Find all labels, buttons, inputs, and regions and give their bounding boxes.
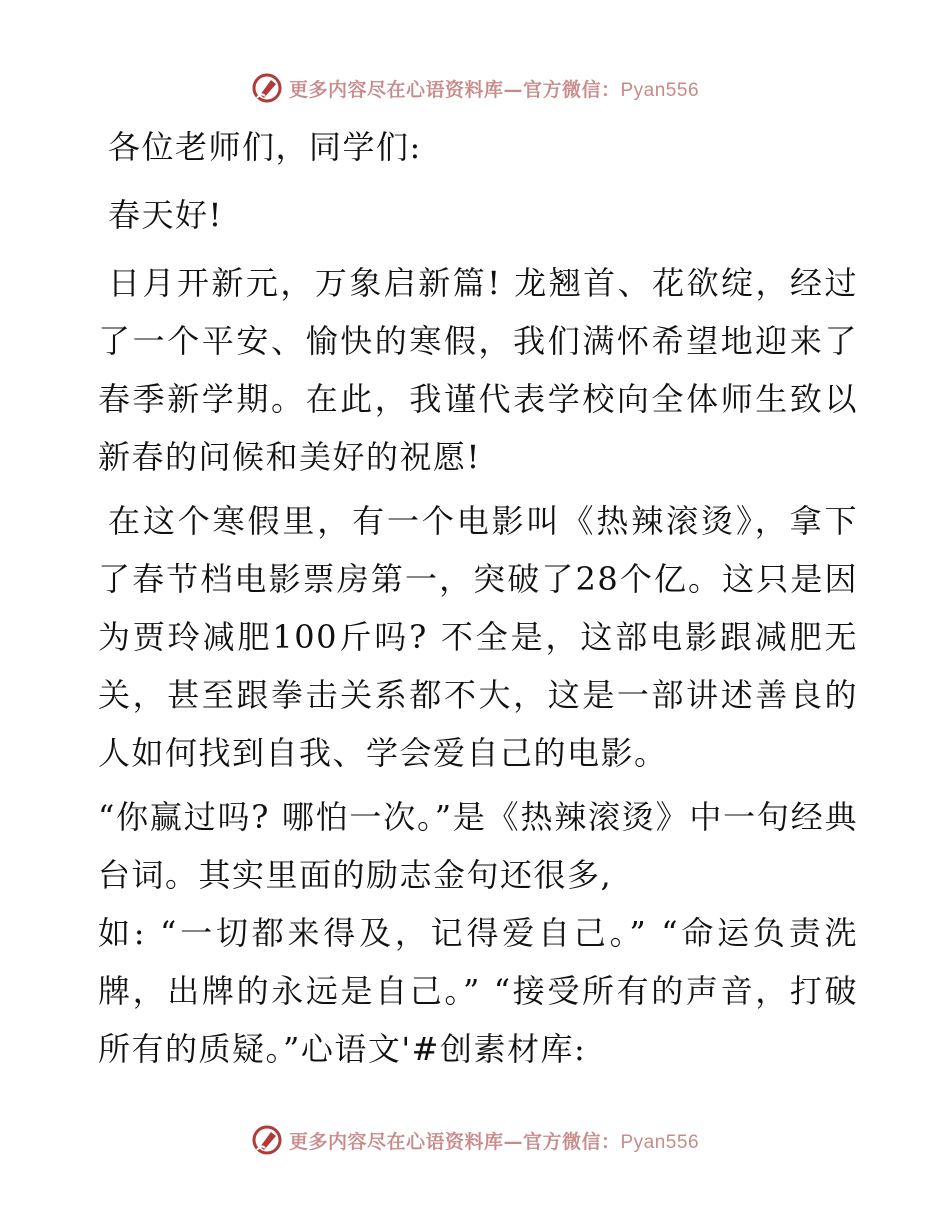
paragraph-quotes: 如: “一切都来得及，记得爱自己。” “命运负责洗牌，出牌的永远是自己。” “接受所有的声音，打破所有的质疑。”心语文'#创素材库: [98,914,858,1068]
paragraph-opening-text: 日月开新元，万象启新篇! 龙翘首、花欲绽，经过了一个平安、愉快的寒假，我们满怀希望地迎来了春季新学期。在此，我谨代表学校向全体师生致以新春的问候和美好的祝愿! [98,264,858,476]
pen-nib-logo-icon [251,72,283,104]
footer-watermark [0,1124,950,1156]
paragraph-salutation: 各位老师们，同学们: [108,128,422,166]
watermark-wechat-id: Pyan556 [620,1131,700,1153]
pen-nib-logo-icon [251,1124,283,1156]
paragraph-quote-intro-text: “你赢过吗? 哪怕一次。”是《热辣滚烫》中一句经典台词。其实里面的励志金句还很多, [98,798,858,894]
paragraph-movie-text: 在这个寒假里，有一个电影叫《热辣滚烫》，拿下了春节档电影票房第一，突破了28个亿。这只是因为贾玲减肥100斤吗? 不全是，这部电影跟减肥无关，甚至跟拳击关系都不大，这是一部讲述善良的人如何找到自我、学会爱自己的电影。 [98,502,858,772]
watermark-text [289,1127,699,1154]
watermark-chinese: 更多内容尽在心语资料库—官方微信： [288,1130,621,1153]
watermark-wechat-id: Pyan556 [620,79,700,101]
paragraph-opening [98,254,858,486]
header-watermark [0,72,950,104]
watermark-chinese: 更多内容尽在心语资料库—官方微信： [288,78,621,101]
document-body [98,118,858,1084]
watermark-text [289,75,699,102]
paragraph-quote-intro [98,788,858,904]
paragraph-greeting: 春天好! [108,196,223,234]
paragraph-movie [98,492,858,782]
